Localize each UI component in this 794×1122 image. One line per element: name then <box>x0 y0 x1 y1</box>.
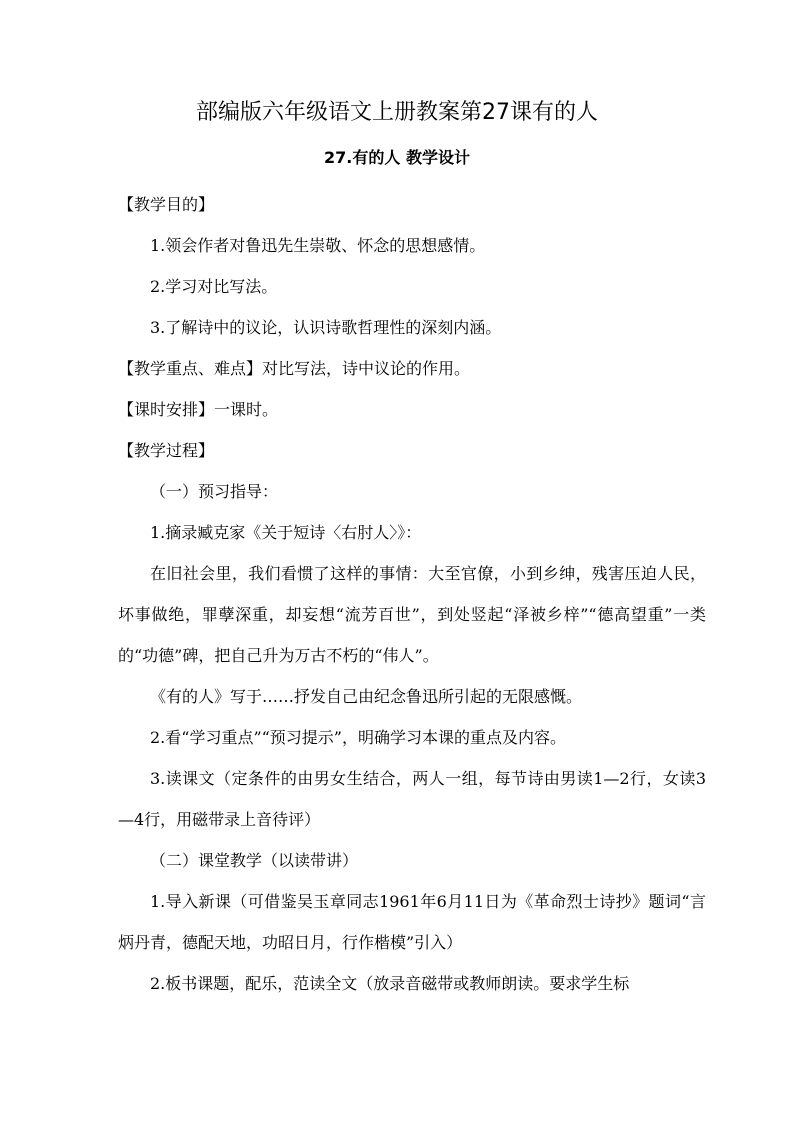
paragraph: 【教学过程】 <box>118 441 215 460</box>
paragraph: 在旧社会里，我们看惯了这样的事情：大至官僚，小到乡绅，残害压迫人民，坏事做绝，罪孽深重，却妄想“流芳百世”，到处竖起“泽被乡梓”“德高望重”一类的“功德”碑，把自己升为万古不朽的“伟人”。 <box>118 564 706 665</box>
paragraph: 《有的人》写于……抒发自己由纪念鲁迅所引起的无限感慨。 <box>150 687 583 706</box>
paragraph: 2.学习对比写法。 <box>150 277 278 296</box>
paragraph: 2.板书课题，配乐，范读全文（放录音磁带或教师朗读。要求学生标 <box>150 974 630 993</box>
paragraph: 1.导入新课（可借鉴吴玉章同志1961年6月11日为《革命烈士诗抄》题词“言炳丹青，德配天地，功昭日月，行作楷模”引入） <box>118 892 706 952</box>
paragraph: 1.摘录臧克家《关于短诗〈右肘人〉》： <box>150 523 422 542</box>
paragraph: 【教学重点、难点】对比写法，诗中议论的作用。 <box>118 359 471 378</box>
paragraph: 1.领会作者对鲁迅先生崇敬、怀念的思想感情。 <box>150 236 486 255</box>
paragraph: （一）预习指导： <box>150 482 279 501</box>
paragraph: 2.看“学习重点”“预习提示”，明确学习本课的重点及内容。 <box>150 728 566 747</box>
document-subtitle: 27.有的人 教学设计 <box>324 148 470 167</box>
paragraph: 3.读课文（定条件的由男女生结合，两人一组，每节诗由男读1—2行，女读3—4行，用磁带录上音待评） <box>118 769 706 829</box>
paragraph: 【课时安排】一课时。 <box>118 400 279 419</box>
paragraph: 【教学目的】 <box>118 195 215 214</box>
document-body <box>118 184 706 1004</box>
paragraph: 3.了解诗中的议论，认识诗歌哲理性的深刻内涵。 <box>150 318 502 337</box>
paragraph: （二）课堂教学（以读带讲） <box>150 851 359 870</box>
document-title: 部编版六年级语文上册教案第27课有的人 <box>196 100 598 125</box>
